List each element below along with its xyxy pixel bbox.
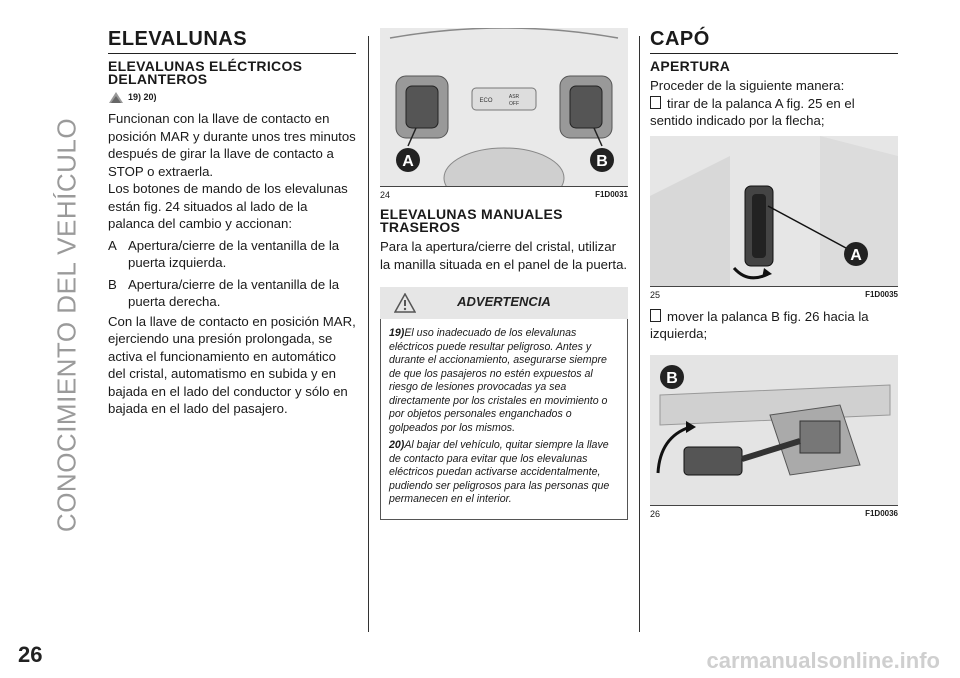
figure-caption: 24 F1D0031 <box>380 190 628 200</box>
svg-text:ECO: ECO <box>479 98 493 104</box>
column-divider <box>368 36 369 632</box>
watermark: carmanualsonline.info <box>706 648 940 673</box>
column-left <box>108 28 356 418</box>
warning-triangle-icon <box>394 293 416 313</box>
page-number: 26 <box>18 642 43 667</box>
section-title: ELEVALUNAS <box>108 28 356 54</box>
warning-note: 19)El uso inadecuado de los elevalunas eléctricos puede resultar peligroso. Antes y durante el accionamiento, asegurarse siempre de que los pasajeros no estén expuestos al riesgo de lesiones provocadas ya sea directamente por los cristales en movimiento o por objetos personales enganchados o golpeados por los mismos. <box>389 327 608 434</box>
step-item: mover la palanca B fig. 26 hacia la izquierda; <box>650 308 869 341</box>
svg-text:B: B <box>596 153 608 170</box>
figure-26 <box>650 355 898 506</box>
subsection-title: ELEVALUNAS ELÉCTRICOS DELANTEROS <box>108 58 303 87</box>
svg-text:B: B <box>666 369 678 387</box>
hood-latch-illustration <box>650 355 898 505</box>
paragraph: Con la llave de contacto en posición MAR, ejerciendo una presión prolongada, se activa el funcionamiento en automático del cristal, automatismo en subida y en bajada en el lado del conductor y sólo en bajada en el lado del pasajero. <box>108 313 356 416</box>
subsection-title: APERTURA <box>650 58 731 74</box>
paragraph: Funcionan con la llave de contacto en posición MAR y durante unos tres minutos después de girar la llave de contacto a STOP o extraerla. <box>108 111 356 179</box>
paragraph: Los botones de mando de los elevalunas están fig. 24 situados al lado de la palanca del cambio y accionan: <box>108 181 348 231</box>
column-right <box>650 28 898 527</box>
svg-text:OFF: OFF <box>509 101 519 107</box>
svg-text:A: A <box>402 153 414 170</box>
figure-caption: 25 F1D0035 <box>650 289 898 300</box>
paragraph: Proceder de la siguiente manera: <box>650 78 845 93</box>
warning-refs: 19) 20) <box>108 90 356 104</box>
checkbox-bullet-icon <box>650 309 661 322</box>
figure-24 <box>380 28 628 187</box>
column-divider <box>639 36 640 632</box>
warning-header: ADVERTENCIA <box>380 287 628 319</box>
svg-text:ASR: ASR <box>508 94 520 100</box>
list-item: A Apertura/cierre de la ventanilla de la puerta izquierda. <box>108 237 340 270</box>
column-middle <box>380 28 628 520</box>
warning-box <box>380 319 628 520</box>
figure-25 <box>650 136 898 287</box>
list-item: B Apertura/cierre de la ventanilla de la puerta derecha. <box>108 276 340 309</box>
subsection-title: ELEVALUNAS MANUALES TRASEROS <box>380 206 563 235</box>
window-switch-illustration <box>380 28 628 186</box>
side-section-title: CONOCIMIENTO DEL VEHÍCULO <box>51 117 82 533</box>
step-item: tirar de la palanca A fig. 25 en el sentido indicado por la flecha; <box>650 95 855 128</box>
warning-hand-icon <box>108 90 124 104</box>
hood-lever-illustration <box>650 136 898 286</box>
warning-note: 20)Al bajar del vehículo, quitar siempre la llave de contacto para evitar que los elevalunas eléctricos puedan activarse accidentalmente, pudiendo ser peligrosos para las personas que permanecen en el interior. <box>389 439 610 505</box>
paragraph: Para la apertura/cierre del cristal, utilizar la manilla situada en el panel de la puerta. <box>380 239 628 272</box>
section-title: CAPÓ <box>650 28 898 54</box>
svg-text:A: A <box>850 246 862 264</box>
checkbox-bullet-icon <box>650 96 661 109</box>
figure-caption: 26 F1D0036 <box>650 508 898 519</box>
